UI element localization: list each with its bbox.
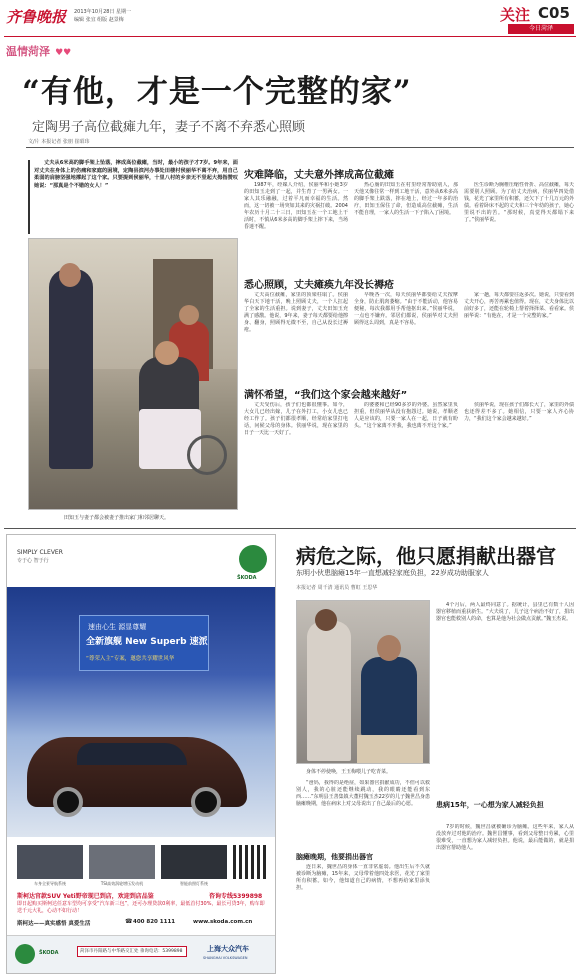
lead-section-3-col2-text: 的婆婆和已经90多岁的外婆。虽然家里负担重，但侯丽华从没有抱怨过。她说，孝顺老人是应该的，只要一家人在一起，日子就有盼头。“这个家离不开我，我也离不开这个家。” — [354, 402, 458, 429]
lead-section-2-heading: 悉心照顾，丈夫瘫痪九年没长褥疮 — [244, 280, 394, 291]
second-heading-2: 患病15年，一心想为家人减轻负担 — [436, 801, 544, 809]
second-photo-caption: 身体不停使唤，王玉梅喂儿子吃青菜。 — [306, 769, 392, 775]
lead-intro-text: 丈夫从6米高的脚手架上坠落，摔成高位截瘫，当时，最小的孩子才7岁。9年来，面对丈夫在身体上的伤痛和家庭的困境，定陶县滨河办事处田楼村侯丽华不离不弃，用自己柔弱的肩膀坚强地撑起了这个家。只要提到侯丽华，十里八村的乡亲无不竖起大拇指赞叹她说：“那真是个不错的女人！” — [34, 160, 238, 189]
second-headline: 病危之际，他只愿捐献出器官 — [296, 544, 556, 568]
lead-section-1-col2-text: 热心肠的田知玉在村里经常帮助别人，那天他又像往常一样到工地干活，意外从6米多高的脚手架上跌落，摔在地上，经过一年多的治疗，田知玉保住了命，但造成高位截瘫，生活不能自理，一家人的生活一下子陷入了困境。 — [354, 182, 458, 216]
ad-tagline: “尊荣入主”专案，邀您共享耀世风华 — [86, 656, 175, 662]
newspaper-logo: 齐鲁晚报 — [6, 8, 67, 26]
ad-slogan: SIMPLY CLEVER — [17, 549, 63, 556]
lead-intro — [28, 160, 238, 234]
ad-footer-maker: 上海大众汽车 — [207, 945, 249, 953]
ad-hotline: 咨询专线5399898 — [209, 893, 263, 900]
ad-phone: 400 820 1111 — [133, 919, 176, 925]
lead-section-2-col3 — [464, 292, 574, 376]
second-col1b-text: 连日来，魏世昌的身体一直非常虚弱。他出生后不久就被诊断为脑瘫，15年来，父母带着他四处求医，花光了家里所有积蓄。如今，他知道自己的病情，不想再给家里添负担。 — [296, 864, 430, 891]
issue-date: 2013年10月28日 星期一 — [74, 9, 132, 15]
ad-website: www.skoda.com.cn — [193, 919, 253, 925]
lead-section-1-col2 — [354, 182, 458, 266]
standing-woman — [49, 269, 93, 469]
qr-code — [233, 845, 267, 879]
wheelchair-man-head — [155, 341, 179, 365]
lead-section-3-col3 — [464, 402, 574, 508]
column-tag — [6, 40, 126, 56]
page-number: C05 — [538, 4, 570, 22]
son-figure — [361, 657, 417, 737]
lead-byline: 文/片 本报记者 张朋 崔昭玮 — [28, 139, 90, 145]
second-col2 — [436, 602, 574, 792]
second-subhead: 东明小伙患脑瘫15年一直想减轻家庭负担，22岁成功助服家人 — [296, 569, 489, 577]
ad-footer-maker-en: SHANGHAI VOLKSWAGEN — [203, 956, 248, 960]
ad-car-window — [77, 743, 187, 765]
skoda-ad — [6, 534, 276, 974]
ad-slogan-sub: 专于心 智于行 — [17, 558, 49, 564]
skoda-logo-top — [239, 545, 267, 573]
ad-details: 即日起购买斯柯达任意车型均可享受“汽车新三包”，还可办理贷款0利率，最低首付30%，最长可贷3年，购车即送千元大礼，心动不如行动！ — [17, 901, 265, 914]
masthead — [0, 0, 580, 44]
lead-photo-caption: 田知玉与妻子都会被妻子推出家门和邻居聊天。 — [64, 515, 170, 521]
heart-icon: ♥♥ — [55, 48, 72, 58]
lead-top-rule — [26, 147, 574, 148]
wheelchair-wheel — [187, 435, 227, 475]
lead-section-1-heading: 灾难降临，丈夫意外摔成高位截瘫 — [244, 170, 394, 181]
lead-section-3-col2 — [354, 402, 458, 508]
chair — [357, 735, 423, 763]
lead-section-3-col1-text: 丈夫受伤后，孩子们也都很懂事。如今，大女儿已经出嫁，儿子在外打工，小女儿也已经工作了。孩子们都很孝顺，经常给家里打电话，问候父母的身体。侯丽华说，现在家里的日子一天比一天好了。 — [244, 402, 348, 436]
page-editors: 编辑 张宜 组版 赵景梅 — [74, 17, 124, 23]
lead-photo — [28, 238, 238, 510]
second-col1-text: “爸妈，我得的是绝症，如果器官捐献成功，不但可以救别人，我的心脏还能继续跳动，我的眼睛还能看到东西……”东明县王善集镇大董村魏玉杰22岁的儿子魏世昌身患脑瘫晚期，他在病床上对父母说出了自己最后的心愿。 — [296, 780, 430, 807]
lead-section-2-col3-text: 家一趟，每天都要往返多次。她说，只要看到丈夫开心，再苦再累也值得。现在，丈夫身体比以前好多了，还能在轮椅上帮着择择菜、看看家。侯丽华说：“有他在，才是一个完整的家。” — [464, 292, 574, 319]
ad-feature-2-label: TSI高效涡轮增压发动机 — [100, 881, 144, 886]
ad-brand: ŠKODA — [237, 575, 257, 581]
lead-section-2-col2 — [354, 292, 458, 376]
lead-section-1-col3 — [464, 182, 574, 266]
lead-headline: “有他，才是一个完整的家” — [22, 74, 412, 110]
skoda-logo-bottom — [15, 944, 35, 964]
lead-section-1-col1 — [244, 182, 348, 266]
ad-offer: 斯柯达官款SUV Yeti野帝现已到店，欢迎到店品鉴 — [17, 893, 154, 900]
mid-page-rule — [4, 528, 576, 529]
second-photo — [296, 600, 430, 764]
lead-subhead: 定陶男子高位截瘫九年，妻子不离不弃悉心照顾 — [32, 120, 306, 135]
ad-address: 菏泽市丹阳路与中华路交汇处 垂询电话：5399898 — [77, 946, 187, 957]
lead-section-1-col1-text: 1987年，经媒人介绍，侯丽华和小她3岁的田知玉走到了一起，并生育了一男两女。一家人其乐融融，过着平凡而幸福的生活。然而，这一切被一场突如其来的灾祸打破。2004年农历十月二十三日，田知玉在一个工地上干活时，不慎从6米多高的脚手架上摔下来，当场昏迷不醒。 — [244, 182, 348, 230]
ad-promo-box — [79, 615, 209, 671]
ad-feature-3-label: 智能前照灯系统 — [180, 881, 208, 886]
section-name: 关注 — [500, 6, 531, 24]
second-col1 — [296, 780, 430, 842]
lead-section-2-col2-text: 早晚各一次，每天侯丽华都要给丈夫按摩全身，防止肌肉萎缩。“由于不能活动，他容易便秘，每次我都用手帮他抠出来。”侯丽华说，一点也不嫌弃。邻居们都说，侯丽华对丈夫照顾得这么周到，真是不容易。 — [354, 292, 458, 326]
ad-car-wheel-rear — [191, 787, 221, 817]
masthead-rule — [4, 36, 576, 37]
caregiver-head — [179, 305, 199, 325]
lead-section-2-col1-text: 丈夫高位截瘫，家里的顶梁柱塌了。侯丽华白天下地干活，晚上照顾丈夫，一个人扛起了全家的生活重担。说到妻子，丈夫田知玉充满了感激。他说，9年来，妻子每天都要给他擦身、翻身，照顾得无微不至，自己从没长过褥疮。 — [244, 292, 348, 333]
lead-section-1-col3-text: 医生诊断为胸椎压缩性骨折、高位截瘫，每天需要别人照顾。为了给丈夫治病，侯丽华四处借钱，花光了家里所有积蓄，还欠下了十几万元的外债。看着卧床不起的丈夫和三个年幼的孩子，她心里说不出的苦。“那时候，真觉得天都塌下来了。”侯丽华说。 — [464, 182, 574, 223]
ad-feature-2 — [89, 845, 155, 879]
ad-feature-1 — [17, 845, 83, 879]
lead-section-3-col1 — [244, 402, 348, 508]
mother-head — [315, 609, 337, 631]
ad-car-wheel-front — [53, 787, 83, 817]
ad-footer — [7, 935, 276, 974]
second-col2-text: 4个月后，两人最终同意了。据统计，县里已有数十人因器官移植而重获新生。“大夫说了，儿子这个病治不好了，捐出器官也能救别人的命，也算是他为社会做点贡献。”魏玉杰说。 — [436, 602, 574, 622]
ad-feature-1-label: 车身全景导航系统 — [34, 881, 66, 886]
second-col1b — [296, 864, 430, 974]
second-col2b-text: 7岁的时候，魏世昌就被确诊为脑瘫。这些年来，家人从没放弃过对他的治疗。魏世昌懂事，看到父母整日劳累，心里很难受，一直想为家人减轻负担。他说，最后能做的，就是捐出器官帮助他人。 — [436, 824, 574, 851]
lead-section-3-col3-text: 侯丽华说，现在孩子们都长大了，家里的外债也还得差不多了。她相信，只要一家人齐心协力，“我们这个家会越来越好。” — [464, 402, 574, 422]
phone-icon: ☎ — [125, 918, 133, 925]
lead-section-2-col1 — [244, 292, 348, 376]
ad-banner — [7, 587, 276, 837]
standing-woman-head — [59, 263, 81, 287]
ad-dealer: 斯柯达——真实感悟 真爱生活 — [17, 921, 91, 927]
lead-section-3-heading: 满怀希望，“我们这个家会越来越好” — [244, 390, 408, 401]
column-tag-label: 温情菏泽 — [6, 45, 50, 58]
second-byline: 本报记者 周千清 通讯员 曹虹 王思华 — [296, 585, 378, 591]
region-tag: 今日菏泽 — [508, 24, 574, 34]
ad-footer-brand: ŠKODA — [39, 950, 59, 956]
mother-figure — [307, 621, 351, 761]
ad-feature-3 — [161, 845, 227, 879]
son-head — [377, 635, 401, 661]
ad-headline: 全新旗舰 New Superb 速派 — [86, 637, 208, 647]
second-heading-1: 脑瘫晚期，他要捐出器官 — [296, 853, 373, 861]
ad-promo: 速由心生 源显尊耀 — [88, 623, 147, 631]
second-col2b — [436, 824, 574, 974]
